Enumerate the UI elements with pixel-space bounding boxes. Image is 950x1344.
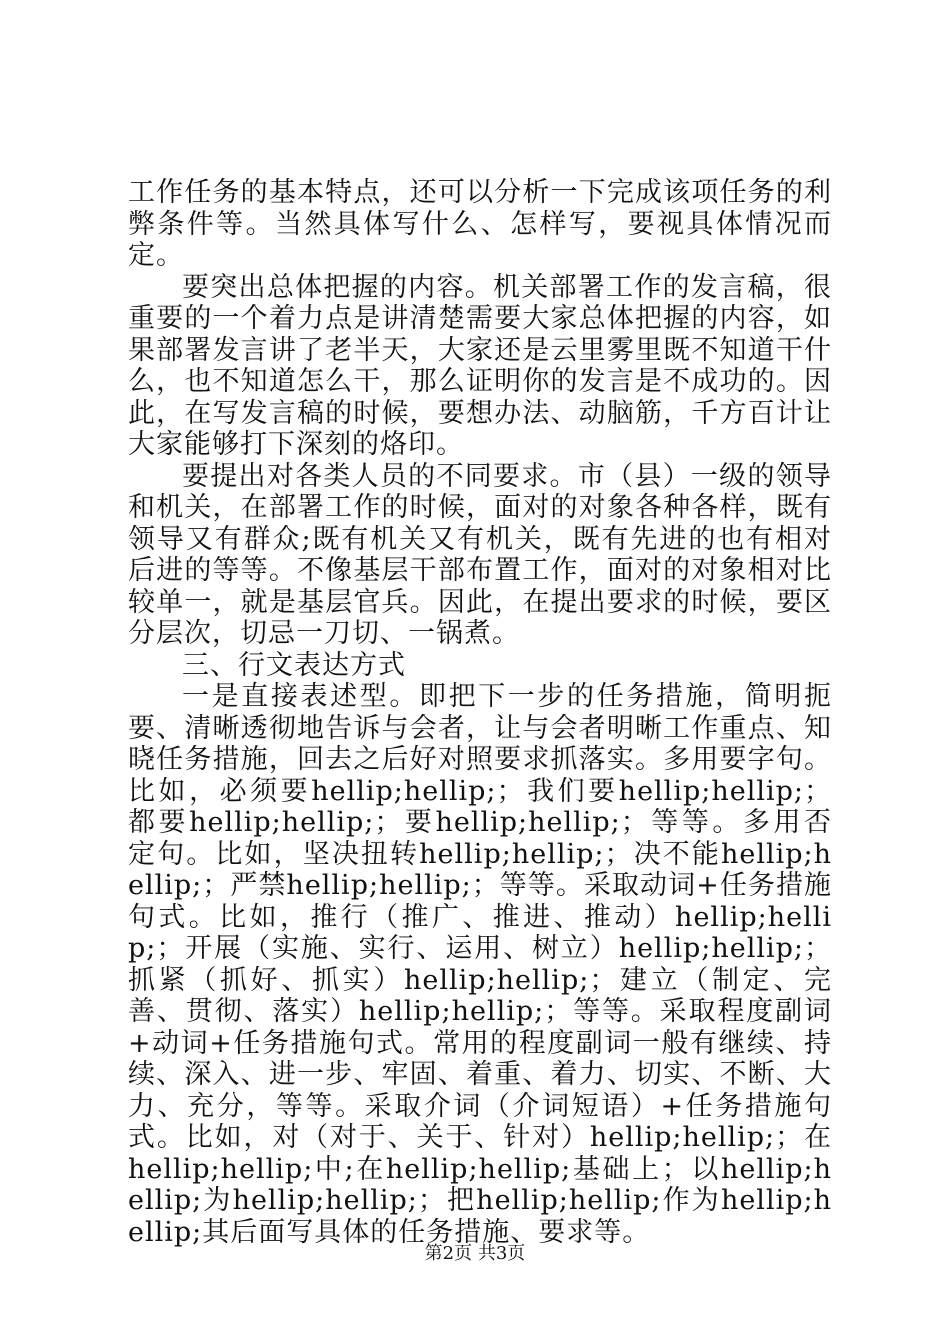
paragraph-overall-grasp: 要突出总体把握的内容。机关部署工作的发言稿，很重要的一个着力点是讲清楚需要大家总体把握的内容，如果部署发言讲了老半天，大家还是云里雾里既不知道干什么，也不知道怎么干，那么证明你的发言是不成功的。因此，在写发言稿的时候，要想办法、动脑筋，千方百计让大家能够打下深刻的烙印。 bbox=[128, 271, 832, 460]
paragraph-direct-statement: 一是直接表述型。即把下一步的任务措施，简明扼要、清晰透彻地告诉与会者，让与会者明晰工作重点、知晓任务措施，回去之后好对照要求抓落实。多用要字句。比如，必须要hellip;hellip;；我们要hellip;hellip;；都要hellip;hellip;；要hellip;hellip;；等等。多用否定句。比如，坚决扭转hellip;hellip;；决不能hellip;hellip;；严禁hellip;hellip;；等等。采取动词+任务措施句式。比如，推行（推广、推进、推动）hellip;hellip;；开展（实施、实行、运用、树立）hellip;hellip;；抓紧（抓好、抓实）hellip;hellip;；建立（制定、完善、贯彻、落实）hellip;hellip;；等等。采取程度副词+动词+任务措施句式。常用的程度副词一般有继续、持续、深入、进一步、牢固、着重、着力、切实、不断、大力、充分，等等。采取介词（介词短语）+任务措施句式。比如，对（对于、关于、针对）hellip;hellip;；在hellip;hellip;中;在hellip;hellip;基础上；以hellip;hellip;为hellip;hellip;；把hellip;hellip;作为hellip;hellip;其后面写具体的任务措施、要求等。 bbox=[128, 681, 832, 1248]
section-heading-expression-style: 三、行文表达方式 bbox=[182, 649, 406, 681]
paragraph-different-requirements: 要提出对各类人员的不同要求。市（县）一级的领导和机关，在部署工作的时候，面对的对象各种各样，既有领导又有群众;既有机关又有机关，既有先进的也有相对后进的等等。不像基层干部布置工作，面对的对象相对比较单一，就是基层官兵。因此，在提出要求的时候，要区分层次，切忌一刀切、一锅煮。 bbox=[128, 460, 832, 649]
document-body bbox=[128, 177, 832, 1248]
paragraph-continuation: 工作任务的基本特点，还可以分析一下完成该项任务的利弊条件等。当然具体写什么、怎样写，要视具体情况而定。 bbox=[128, 177, 832, 271]
page-number-footer: 第2页 共3页 bbox=[424, 1243, 526, 1264]
